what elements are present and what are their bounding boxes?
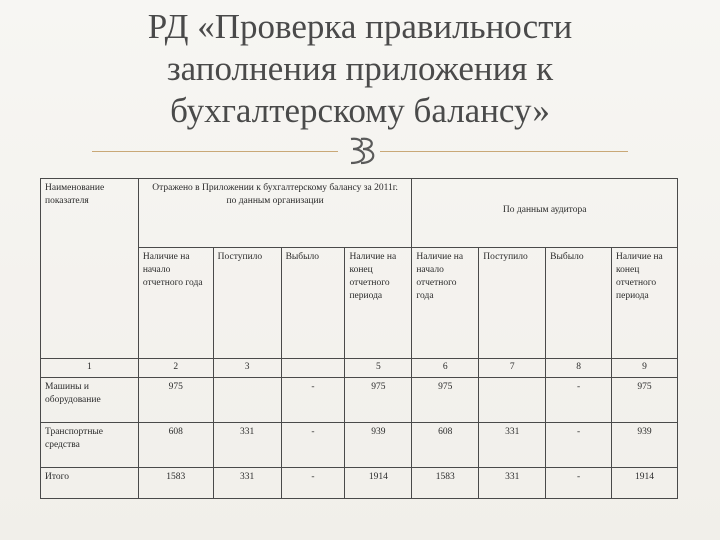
sub-header: Поступило bbox=[213, 248, 281, 359]
table-cell: 975 bbox=[612, 378, 678, 423]
column-number: 9 bbox=[612, 359, 678, 378]
table-cell: 975 bbox=[412, 378, 479, 423]
table-cell bbox=[479, 378, 546, 423]
table-row bbox=[41, 468, 678, 499]
group-header-auditor bbox=[412, 179, 678, 248]
table-cell: 331 bbox=[213, 468, 281, 499]
table-cell: 1914 bbox=[612, 468, 678, 499]
slide-title: РД «Проверка правильности заполнения приложения к бухгалтерскому балансу» bbox=[147, 7, 573, 130]
table-cell: - bbox=[281, 468, 345, 499]
column-number: 6 bbox=[412, 359, 479, 378]
sub-header: Наличие на начало отчетного года bbox=[138, 248, 213, 359]
table-cell: - bbox=[546, 378, 612, 423]
title-divider-right bbox=[380, 151, 628, 152]
column-number: 1 bbox=[41, 359, 139, 378]
table-row bbox=[41, 378, 678, 423]
row-label: Машины и оборудование bbox=[41, 378, 139, 423]
table-cell: 1583 bbox=[412, 468, 479, 499]
table-cell: 975 bbox=[138, 378, 213, 423]
table-cell: 975 bbox=[345, 378, 412, 423]
table-cell: - bbox=[281, 378, 345, 423]
column-number: 8 bbox=[546, 359, 612, 378]
group-header-organization-sub: по данным организации bbox=[226, 196, 324, 206]
table-cell: 331 bbox=[213, 423, 281, 468]
table-cell: 1583 bbox=[138, 468, 213, 499]
table-cell: 939 bbox=[612, 423, 678, 468]
sub-header: Выбыло bbox=[281, 248, 345, 359]
table-cell: 1914 bbox=[345, 468, 412, 499]
sub-header: Наличие на конец отчетного периода bbox=[345, 248, 412, 359]
row-label: Транспортные средства bbox=[41, 423, 139, 468]
title-divider-left bbox=[92, 151, 338, 152]
column-number: 3 bbox=[213, 359, 281, 378]
col-header-name: Наименование показателя bbox=[41, 179, 139, 359]
group-header-organization-title: Отражено в Приложении к бухгалтерскому балансу за 2011г. bbox=[152, 183, 398, 193]
balance-check-table bbox=[40, 178, 678, 499]
group-header-organization bbox=[138, 179, 412, 248]
sub-header: Поступило bbox=[479, 248, 546, 359]
table-cell: 608 bbox=[412, 423, 479, 468]
row-label: Итого bbox=[41, 468, 139, 499]
group-header-auditor-title: По данным аудитора bbox=[502, 205, 587, 215]
table-cell bbox=[213, 378, 281, 423]
table-cell: - bbox=[281, 423, 345, 468]
table-cell: - bbox=[546, 468, 612, 499]
column-number bbox=[281, 359, 345, 378]
table-cell: 608 bbox=[138, 423, 213, 468]
sub-header: Наличие на начало отчетного года bbox=[412, 248, 479, 359]
table-cell: 331 bbox=[479, 423, 546, 468]
table-cell: 331 bbox=[479, 468, 546, 499]
sub-header: Наличие на конец отчетного периода bbox=[612, 248, 678, 359]
table-row bbox=[41, 423, 678, 468]
column-number: 7 bbox=[479, 359, 546, 378]
curved-swash-ornament-icon bbox=[343, 135, 377, 167]
table-cell: 939 bbox=[345, 423, 412, 468]
column-number: 5 bbox=[345, 359, 412, 378]
column-number: 2 bbox=[138, 359, 213, 378]
table-cell: - bbox=[546, 423, 612, 468]
sub-header: Выбыло bbox=[546, 248, 612, 359]
